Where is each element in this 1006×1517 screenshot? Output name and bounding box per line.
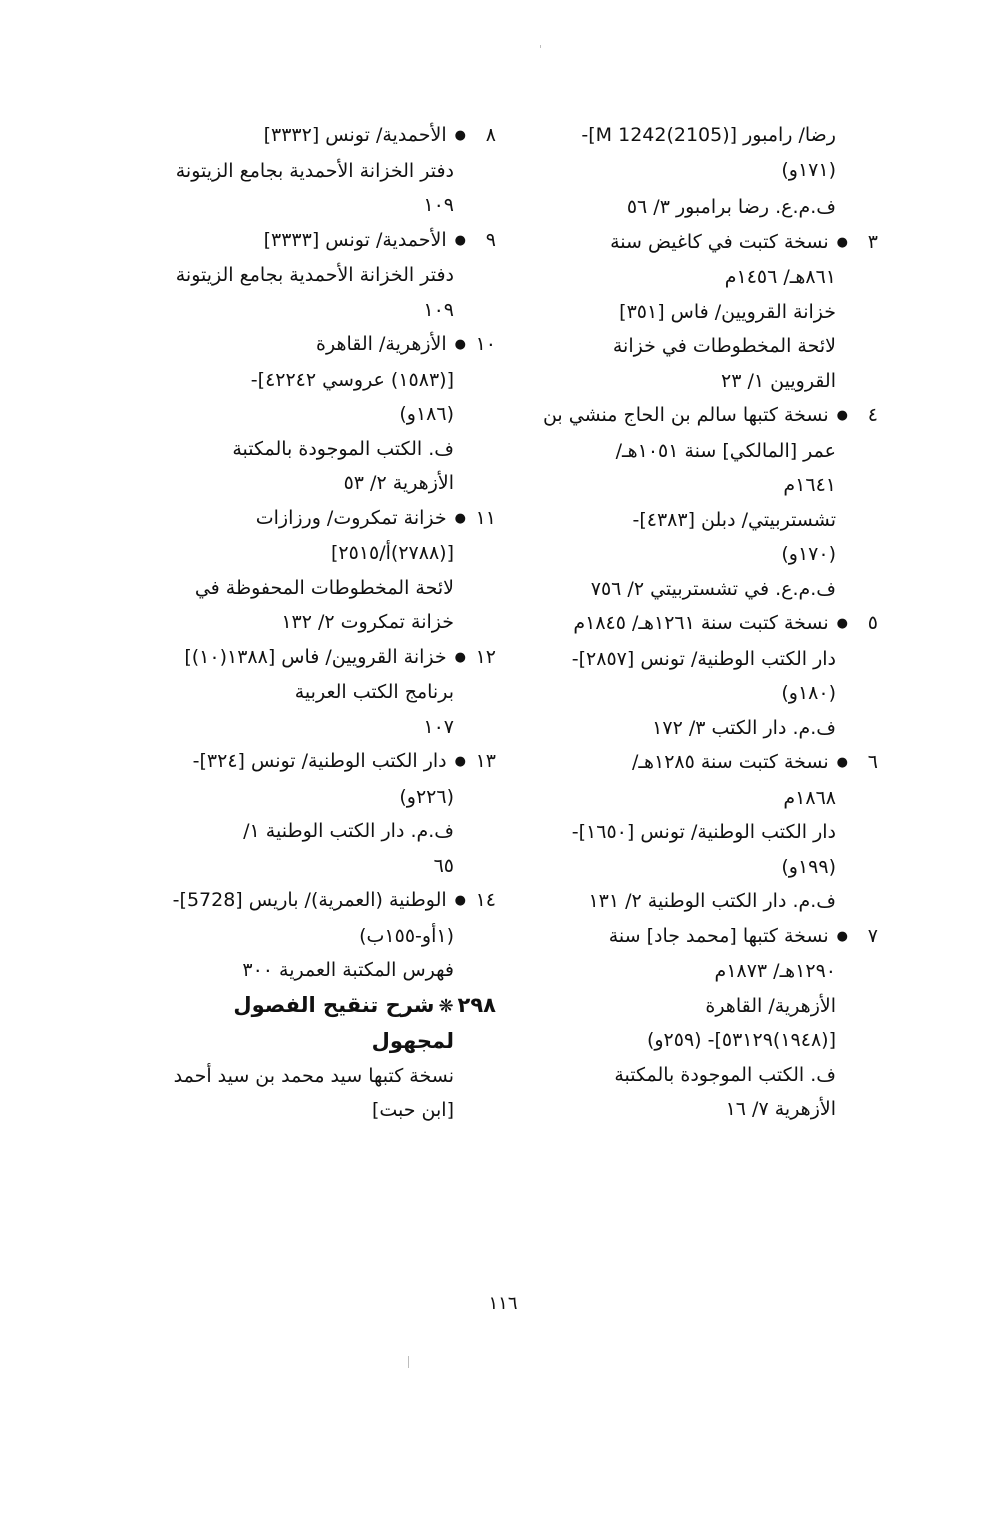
line: فهرس المكتبة العمرية ٣٠٠ xyxy=(242,959,454,981)
reference-line: ف.م.ع. رضا برامبور ٣/ ٥٦ xyxy=(626,196,836,218)
reference-line: الأزهرية ٧/ ١٦ xyxy=(725,1098,836,1120)
manuscript-item xyxy=(109,501,496,537)
item-number: ١٣ xyxy=(475,750,496,772)
line: (١٩٩و) xyxy=(781,855,836,878)
bullet-icon: ● xyxy=(454,128,466,143)
line: [(٢٧٨٨)أ/٢٥١٥] xyxy=(331,542,454,564)
line: ١٨٦٨م xyxy=(783,786,836,809)
item-number: ١٠ xyxy=(475,333,496,355)
section-heading xyxy=(109,988,496,1025)
bullet-icon: ● xyxy=(836,234,848,250)
line: (١٨٠و) xyxy=(781,682,836,704)
line: ٦٥ xyxy=(433,854,454,877)
bullet-icon: ● xyxy=(836,928,848,944)
bullet-icon: ● xyxy=(454,649,466,665)
bullet-icon: ● xyxy=(454,232,466,248)
item-number: ٤ xyxy=(867,404,878,426)
scan-speck xyxy=(408,1356,409,1368)
line: ف.م. دار الكتب الوطنية ١/ xyxy=(243,820,454,842)
manuscript-item xyxy=(491,745,878,781)
bullet-icon: ● xyxy=(454,893,466,908)
item-number: ٩ xyxy=(485,228,496,251)
bullet-icon: ● xyxy=(836,755,848,770)
line: لائحة المخطوطات في خزانة xyxy=(612,335,836,357)
item-number: ٥ xyxy=(867,612,878,634)
asterism-icon: ❋ xyxy=(438,995,454,1017)
item-text: نسخة كتبت في كاغيض سنة xyxy=(610,230,829,253)
line: ١٠٩ xyxy=(423,194,454,216)
item-text: نسخة كتبها [محمد جاد] سنة xyxy=(608,924,829,947)
item-number: ١١ xyxy=(475,506,496,529)
line: نسخة كتبها سيد محمد بن سيد أحمد xyxy=(173,1064,454,1087)
line: عمر [المالكي] سنة ١٠٥١هـ/ xyxy=(615,439,836,462)
bullet-icon: ● xyxy=(836,408,848,423)
line: برنامج الكتب العربية xyxy=(294,681,454,703)
line: دار الكتب الوطنية/ تونس [١٦٥٠]- xyxy=(571,821,836,843)
line: تشستربيتي/ دبلن [٤٣٨٣]- xyxy=(632,508,836,531)
line: (١٧١و) xyxy=(781,158,836,181)
line: خزانة تمكروت ٢/ ١٣٢ xyxy=(281,611,454,633)
item-text: الأحمدية/ تونس [٣٣٣٣] xyxy=(263,228,447,251)
manuscript-item xyxy=(491,606,878,642)
item-number: ١٢ xyxy=(475,645,496,668)
line: [(١٩٤٨)٥٣١٢٩]- (٢٥٩و) xyxy=(646,1029,836,1051)
item-text: دار الكتب الوطنية/ تونس [٣٢٤]- xyxy=(192,750,447,772)
line: خزانة القرويين/ فاس [٣٥١] xyxy=(619,300,836,323)
author-line: لمجهول xyxy=(371,1029,454,1053)
heading-number: ٢٩٨ xyxy=(457,992,496,1017)
line: ف. الكتب الموجودة بالمكتبة xyxy=(614,1063,836,1086)
bullet-icon: ● xyxy=(454,754,466,769)
item-text: نسخة كتبها سالم بن الحاج منشي بن xyxy=(542,404,829,426)
line: لائحة المخطوطات المحفوظة في xyxy=(194,576,454,599)
reference-line: ف.م. دار الكتب الوطنية ٢/ ١٣١ xyxy=(588,890,836,912)
right-column xyxy=(491,118,878,1127)
item-text: نسخة كتبت سنة ١٢٨٥هـ/ xyxy=(632,751,829,773)
item-number: ٣ xyxy=(867,230,878,253)
bullet-icon: ● xyxy=(454,510,466,526)
line: ١٢٩٠هـ/ ١٨٧٣م xyxy=(714,960,836,982)
line: القرويين ١/ ٢٣ xyxy=(721,369,836,392)
item-number: ٧ xyxy=(867,924,878,947)
line: ١٦٤١م xyxy=(783,474,836,496)
line: (٢٢٦و) xyxy=(399,785,454,808)
line: دار الكتب الوطنية/ تونس [٢٨٥٧]- xyxy=(571,647,836,670)
page-number: ١١٦ xyxy=(488,1293,518,1314)
item-number: ١٤ xyxy=(475,889,496,911)
line: ١٠٧ xyxy=(423,715,454,738)
manuscript-item xyxy=(109,883,496,919)
reference-line: ف.م. دار الكتب ٣/ ١٧٢ xyxy=(652,716,836,739)
line: رضا/ رامبور [M 1242(2105)]- xyxy=(581,124,836,146)
item-text: الوطنية (العمرية)/ باريس [5728]- xyxy=(172,889,447,911)
item-text: خزانة تمكروت/ ورزازات xyxy=(255,506,447,529)
line: [ابن حبت] xyxy=(371,1099,454,1121)
left-column xyxy=(109,118,496,1128)
item-text: خزانة القرويين/ فاس [١٣٨٨(١٠)] xyxy=(184,645,447,668)
line: ١٠٩ xyxy=(423,298,454,321)
manuscript-item xyxy=(109,223,496,259)
reference-line: ف.م.ع. في تشستربيتي ٢/ ٧٥٦ xyxy=(590,577,836,600)
manuscript-item xyxy=(109,640,496,676)
line: (١أو-١٥٥ب) xyxy=(359,924,454,947)
manuscript-item xyxy=(109,744,496,780)
manuscript-item xyxy=(109,118,496,154)
line: الأزهرية/ القاهرة xyxy=(705,994,836,1017)
item-text: الأزهرية/ القاهرة xyxy=(316,333,447,355)
line: الأزهرية ٢/ ٥٣ xyxy=(343,472,454,494)
manuscript-item xyxy=(491,398,878,434)
heading-title: شرح تنقيح الفصول xyxy=(233,992,435,1017)
item-number: ٨ xyxy=(485,124,496,146)
manuscript-item xyxy=(109,327,496,363)
line: دفتر الخزانة الأحمدية بجامع الزيتونة xyxy=(175,159,454,182)
scan-speck xyxy=(540,45,541,48)
manuscript-item xyxy=(491,919,878,955)
bullet-icon: ● xyxy=(454,337,466,352)
line: [(١٥٨٣) عروسي ٤٢٢٤٢]- xyxy=(250,368,454,391)
line: ٨٦١هـ/ ١٤٥٦م xyxy=(724,266,836,288)
manuscript-item xyxy=(491,225,878,261)
line: (١٨٦و) xyxy=(399,403,454,425)
item-text: الأحمدية/ تونس [٣٣٣٢] xyxy=(263,124,447,146)
item-text: نسخة كتبت سنة ١٢٦١هـ/ ١٨٤٥م xyxy=(573,612,829,634)
line: (١٧٠و) xyxy=(781,543,836,565)
item-number: ٦ xyxy=(867,751,878,773)
line: دفتر الخزانة الأحمدية بجامع الزيتونة xyxy=(175,264,454,286)
bullet-icon: ● xyxy=(836,616,848,631)
line: ف. الكتب الموجودة بالمكتبة xyxy=(232,437,454,460)
